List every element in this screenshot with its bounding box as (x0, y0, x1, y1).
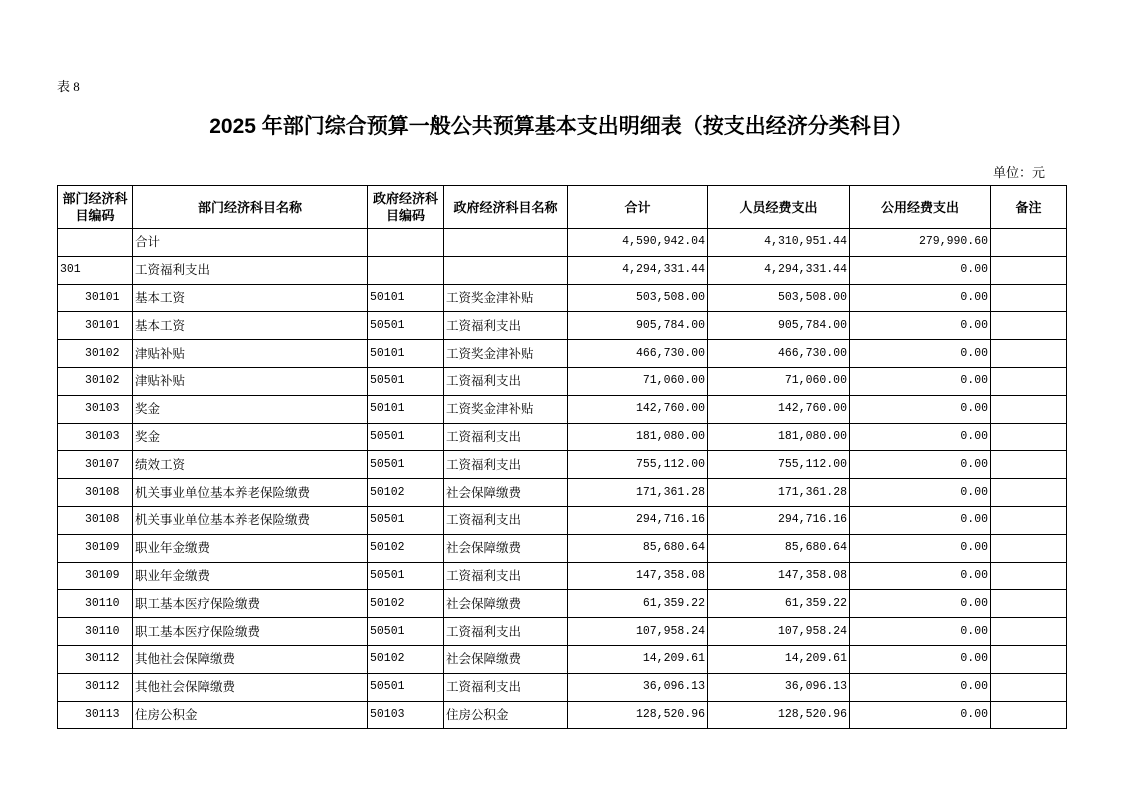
note-cell (991, 673, 1067, 701)
page-title: 2025 年部门综合预算一般公共预算基本支出明细表（按支出经济分类科目） (209, 115, 913, 138)
gov-code-cell: 50101 (368, 284, 444, 312)
public-expense-cell: 0.00 (850, 506, 991, 534)
gov-name-cell: 工资福利支出 (444, 312, 568, 340)
dept-name-cell: 住房公积金 (133, 701, 368, 729)
total-cell: 85,680.64 (568, 534, 708, 562)
table-row (58, 451, 1067, 479)
table-row (58, 284, 1067, 312)
dept-code-cell: 30108 (58, 506, 133, 534)
dept-name-cell: 机关事业单位基本养老保险缴费 (133, 506, 368, 534)
table-number: 表 8 (57, 79, 80, 94)
dept-code-cell: 30103 (58, 423, 133, 451)
total-cell: 171,361.28 (568, 479, 708, 507)
table-row (58, 506, 1067, 534)
unit-label: 单位：元 (992, 165, 1045, 180)
header-dept-name: 部门经济科目名称 (133, 186, 368, 229)
dept-code-cell: 30107 (58, 451, 133, 479)
personnel-cell: 14,209.61 (708, 645, 850, 673)
dept-code-cell (58, 229, 133, 257)
gov-code-cell: 50501 (368, 367, 444, 395)
personnel-cell: 466,730.00 (708, 340, 850, 368)
total-cell: 4,590,942.04 (568, 229, 708, 257)
gov-code-cell: 50102 (368, 479, 444, 507)
dept-code-cell: 30101 (58, 312, 133, 340)
dept-code-cell: 30101 (58, 284, 133, 312)
gov-code-cell: 50501 (368, 312, 444, 340)
gov-code-cell: 50501 (368, 506, 444, 534)
total-cell: 755,112.00 (568, 451, 708, 479)
table-row (58, 395, 1067, 423)
public-expense-cell: 0.00 (850, 284, 991, 312)
note-cell (991, 590, 1067, 618)
table-row (58, 367, 1067, 395)
personnel-cell: 36,096.13 (708, 673, 850, 701)
header-dept-code: 部门经济科目编码 (58, 186, 133, 229)
personnel-cell: 147,358.08 (708, 562, 850, 590)
table-row (58, 590, 1067, 618)
personnel-cell: 85,680.64 (708, 534, 850, 562)
gov-code-cell: 50501 (368, 562, 444, 590)
gov-name-cell: 工资奖金津补贴 (444, 395, 568, 423)
personnel-cell: 4,310,951.44 (708, 229, 850, 257)
dept-name-cell: 职工基本医疗保险缴费 (133, 618, 368, 646)
gov-name-cell: 工资福利支出 (444, 562, 568, 590)
gov-code-cell: 50501 (368, 618, 444, 646)
dept-code-cell: 30113 (58, 701, 133, 729)
total-cell: 4,294,331.44 (568, 256, 708, 284)
personnel-cell: 755,112.00 (708, 451, 850, 479)
note-cell (991, 284, 1067, 312)
table-row (58, 256, 1067, 284)
gov-name-cell: 工资奖金津补贴 (444, 284, 568, 312)
total-cell: 181,080.00 (568, 423, 708, 451)
table-row (58, 645, 1067, 673)
header-personnel: 人员经费支出 (708, 186, 850, 229)
public-expense-cell: 0.00 (850, 562, 991, 590)
total-cell: 503,508.00 (568, 284, 708, 312)
dept-name-cell: 津贴补贴 (133, 367, 368, 395)
total-cell: 107,958.24 (568, 618, 708, 646)
personnel-cell: 4,294,331.44 (708, 256, 850, 284)
dept-name-cell: 合计 (133, 229, 368, 257)
dept-code-cell: 30103 (58, 395, 133, 423)
personnel-cell: 181,080.00 (708, 423, 850, 451)
table-row (58, 534, 1067, 562)
dept-code-cell: 30112 (58, 645, 133, 673)
public-expense-cell: 279,990.60 (850, 229, 991, 257)
public-expense-cell: 0.00 (850, 673, 991, 701)
dept-code-cell: 30112 (58, 673, 133, 701)
personnel-cell: 128,520.96 (708, 701, 850, 729)
dept-name-cell: 机关事业单位基本养老保险缴费 (133, 479, 368, 507)
personnel-cell: 107,958.24 (708, 618, 850, 646)
total-cell: 61,359.22 (568, 590, 708, 618)
gov-code-cell: 50102 (368, 645, 444, 673)
public-expense-cell: 0.00 (850, 367, 991, 395)
gov-code-cell: 50101 (368, 395, 444, 423)
note-cell (991, 618, 1067, 646)
total-cell: 71,060.00 (568, 367, 708, 395)
gov-code-cell: 50103 (368, 701, 444, 729)
note-cell (991, 479, 1067, 507)
table-row (58, 312, 1067, 340)
public-expense-cell: 0.00 (850, 451, 991, 479)
public-expense-cell: 0.00 (850, 340, 991, 368)
personnel-cell: 905,784.00 (708, 312, 850, 340)
dept-name-cell: 其他社会保障缴费 (133, 673, 368, 701)
note-cell (991, 645, 1067, 673)
dept-code-cell: 30109 (58, 562, 133, 590)
public-expense-cell: 0.00 (850, 645, 991, 673)
total-cell: 142,760.00 (568, 395, 708, 423)
gov-name-cell (444, 229, 568, 257)
public-expense-cell: 0.00 (850, 534, 991, 562)
personnel-cell: 171,361.28 (708, 479, 850, 507)
gov-name-cell: 工资福利支出 (444, 506, 568, 534)
table-row (58, 423, 1067, 451)
note-cell (991, 340, 1067, 368)
dept-name-cell: 职业年金缴费 (133, 562, 368, 590)
total-cell: 147,358.08 (568, 562, 708, 590)
public-expense-cell: 0.00 (850, 590, 991, 618)
public-expense-cell: 0.00 (850, 479, 991, 507)
gov-name-cell: 工资福利支出 (444, 367, 568, 395)
gov-code-cell: 50102 (368, 534, 444, 562)
note-cell (991, 534, 1067, 562)
gov-name-cell: 工资福利支出 (444, 618, 568, 646)
note-cell (991, 395, 1067, 423)
gov-name-cell: 社会保障缴费 (444, 479, 568, 507)
header-gov-code: 政府经济科目编码 (368, 186, 444, 229)
table-row (58, 562, 1067, 590)
public-expense-cell: 0.00 (850, 395, 991, 423)
public-expense-cell: 0.00 (850, 312, 991, 340)
total-cell: 294,716.16 (568, 506, 708, 534)
gov-name-cell: 工资奖金津补贴 (444, 340, 568, 368)
gov-code-cell: 50101 (368, 340, 444, 368)
gov-code-cell (368, 229, 444, 257)
dept-code-cell: 301 (58, 256, 133, 284)
note-cell (991, 451, 1067, 479)
note-cell (991, 701, 1067, 729)
gov-code-cell: 50102 (368, 590, 444, 618)
table-row (58, 340, 1067, 368)
gov-name-cell (444, 256, 568, 284)
public-expense-cell: 0.00 (850, 701, 991, 729)
gov-code-cell (368, 256, 444, 284)
note-cell (991, 367, 1067, 395)
note-cell (991, 229, 1067, 257)
gov-code-cell: 50501 (368, 673, 444, 701)
dept-code-cell: 30102 (58, 340, 133, 368)
gov-name-cell: 工资福利支出 (444, 423, 568, 451)
gov-name-cell: 社会保障缴费 (444, 590, 568, 618)
dept-name-cell: 其他社会保障缴费 (133, 645, 368, 673)
header-gov-name: 政府经济科目名称 (444, 186, 568, 229)
personnel-cell: 142,760.00 (708, 395, 850, 423)
gov-name-cell: 工资福利支出 (444, 451, 568, 479)
table-row (58, 701, 1067, 729)
personnel-cell: 294,716.16 (708, 506, 850, 534)
note-cell (991, 423, 1067, 451)
dept-name-cell: 基本工资 (133, 312, 368, 340)
dept-code-cell: 30102 (58, 367, 133, 395)
table-row (58, 229, 1067, 257)
gov-code-cell: 50501 (368, 451, 444, 479)
public-expense-cell: 0.00 (850, 256, 991, 284)
header-public-expense: 公用经费支出 (850, 186, 991, 229)
dept-name-cell: 绩效工资 (133, 451, 368, 479)
dept-name-cell: 职工基本医疗保险缴费 (133, 590, 368, 618)
dept-name-cell: 奖金 (133, 395, 368, 423)
table-row (58, 618, 1067, 646)
dept-name-cell: 奖金 (133, 423, 368, 451)
dept-code-cell: 30110 (58, 590, 133, 618)
personnel-cell: 71,060.00 (708, 367, 850, 395)
dept-code-cell: 30109 (58, 534, 133, 562)
public-expense-cell: 0.00 (850, 423, 991, 451)
total-cell: 14,209.61 (568, 645, 708, 673)
header-total: 合计 (568, 186, 708, 229)
total-cell: 128,520.96 (568, 701, 708, 729)
total-cell: 905,784.00 (568, 312, 708, 340)
gov-name-cell: 社会保障缴费 (444, 534, 568, 562)
note-cell (991, 562, 1067, 590)
dept-name-cell: 基本工资 (133, 284, 368, 312)
dept-code-cell: 30110 (58, 618, 133, 646)
gov-code-cell: 50501 (368, 423, 444, 451)
header-row (58, 186, 1067, 229)
note-cell (991, 256, 1067, 284)
dept-name-cell: 津贴补贴 (133, 340, 368, 368)
note-cell (991, 506, 1067, 534)
header-note: 备注 (991, 186, 1067, 229)
total-cell: 36,096.13 (568, 673, 708, 701)
table-body (58, 229, 1067, 729)
note-cell (991, 312, 1067, 340)
table-row (58, 479, 1067, 507)
dept-name-cell: 工资福利支出 (133, 256, 368, 284)
table-row (58, 673, 1067, 701)
personnel-cell: 61,359.22 (708, 590, 850, 618)
total-cell: 466,730.00 (568, 340, 708, 368)
gov-name-cell: 住房公积金 (444, 701, 568, 729)
personnel-cell: 503,508.00 (708, 284, 850, 312)
gov-name-cell: 社会保障缴费 (444, 645, 568, 673)
gov-name-cell: 工资福利支出 (444, 673, 568, 701)
expense-detail-table (57, 185, 1067, 729)
public-expense-cell: 0.00 (850, 618, 991, 646)
dept-name-cell: 职业年金缴费 (133, 534, 368, 562)
dept-code-cell: 30108 (58, 479, 133, 507)
